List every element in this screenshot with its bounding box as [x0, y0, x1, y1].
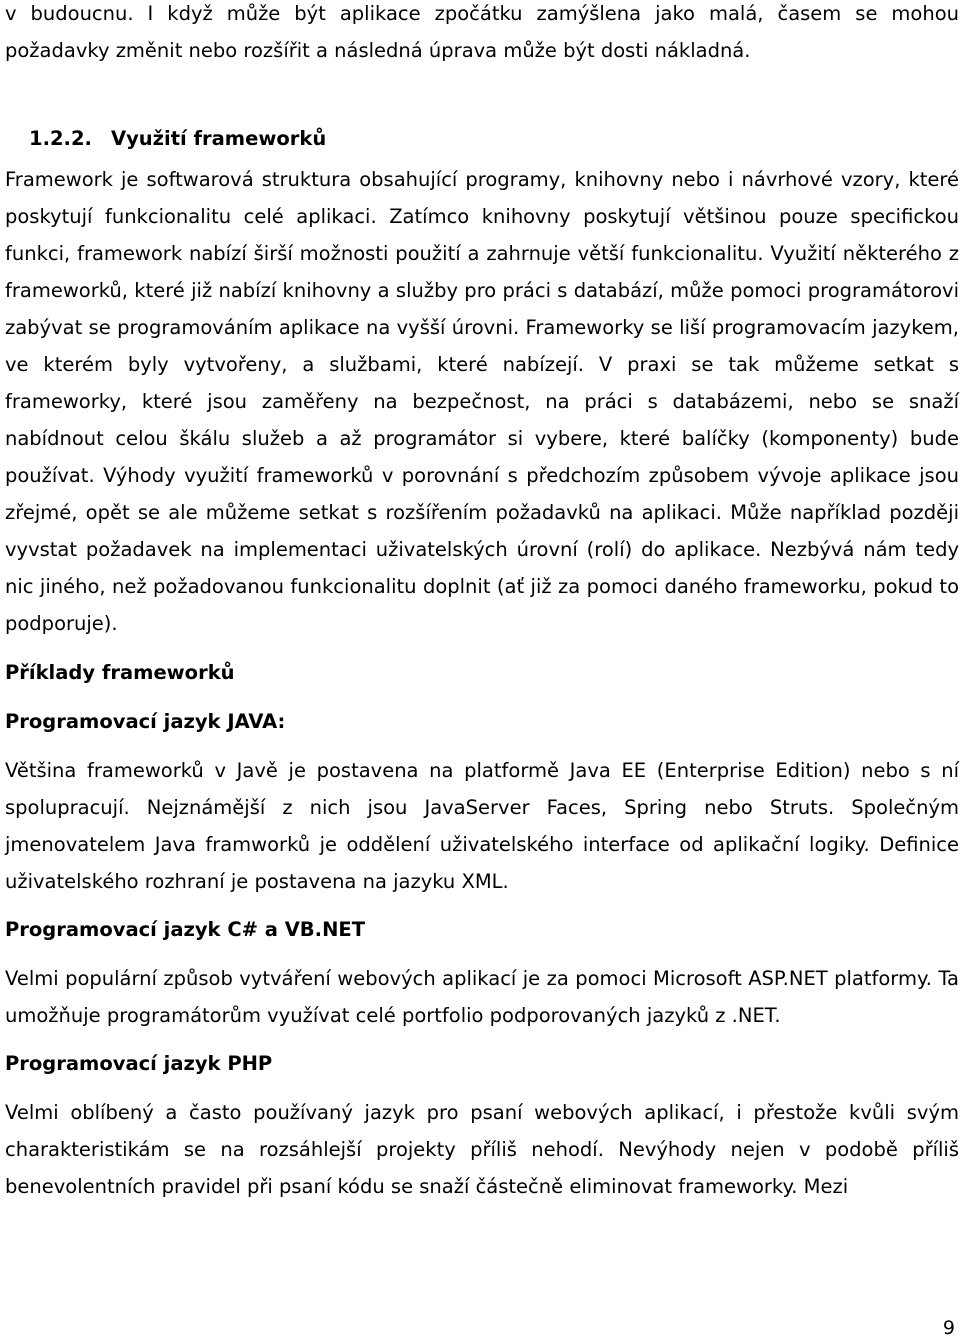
php-heading: Programovací jazyk PHP [5, 1052, 273, 1075]
intro-paragraph-tail: v budoucnu. I když může být aplikace zpočátku zamýšlena jako malá, časem se mohou požadavky změnit nebo rozšířit a následná úprava může být dosti nákladná. [5, 2, 959, 62]
java-paragraph: Většina frameworků v Javě je postavena na platformě Java EE (Enterprise Edition) nebo s ní spolupracují. Nejznámější z nich jsou JavaServer Faces, Spring nebo Struts. Společným jmenovatelem Java framworků je oddělení uživatelského interface od aplikační logiky. Definice uživatelského rozhraní je postavena na jazyku XML. [5, 759, 959, 893]
examples-heading: Příklady frameworků [5, 661, 235, 684]
section-heading [5, 120, 959, 157]
java-heading: Programovací jazyk JAVA: [5, 710, 286, 733]
section-number: 1.2.2. [29, 127, 92, 150]
csharp-heading: Programovací jazyk C# a VB.NET [5, 918, 366, 941]
frameworks-paragraph: Framework je softwarová struktura obsahující programy, knihovny nebo i návrhové vzory, které poskytují funkcionalitu celé aplikaci. Zatímco knihovny poskytují většinou pouze specifickou funkci, framework nabízí širší možnosti použití a zahrnuje větší funkcionalitu. Využití některého z frameworků, které již nabízí knihovny a služby pro práci s databází, může pomoci programátorovi zabývat se programováním aplikace na vyšší úrovni. Frameworky se liší programovacím jazykem, ve kterém byly vytvořeny, a službami, které nabízejí. V praxi se tak můžeme setkat s frameworky, které jsou zaměřeny na bezpečnost, na práci s databázemi, nebo se snaží nabídnout celou škálu služeb a až programátor si vybere, které balíčky (komponenty) bude používat. Výhody využití frameworků v porovnání s předchozím způsobem vývoje aplikace jsou zřejmé, opět se ale můžeme setkat s rozšířením požadavků na aplikaci. Může například později vyvstat požadavek na implementaci uživatelských úrovní (rolí) do aplikace. Nezbývá nám tedy nic jiného, než požadovanou funkcionalitu doplnit (ať již za pomoci daného frameworku, pokud to podporuje). [5, 168, 959, 635]
section-title: Využití frameworků [111, 127, 327, 150]
php-paragraph: Velmi oblíbený a často používaný jazyk pro psaní webových aplikací, i přestože kvůli svým charakteristikám se na rozsáhlejší projekty příliš nehodí. Nevýhody nejen v podobě příliš benevolentních pravidel při psaní kódu se snaží částečně eliminovat frameworky. Mezi [5, 1101, 959, 1198]
csharp-paragraph: Velmi populární způsob vytváření webových aplikací je za pomoci Microsoft ASP.NET platformy. Ta umožňuje programátorům využívat celé portfolio podporovaných jazyků z .NET. [5, 967, 959, 1027]
page-number: 9 [942, 1317, 955, 1339]
document-page [5, 0, 959, 1205]
